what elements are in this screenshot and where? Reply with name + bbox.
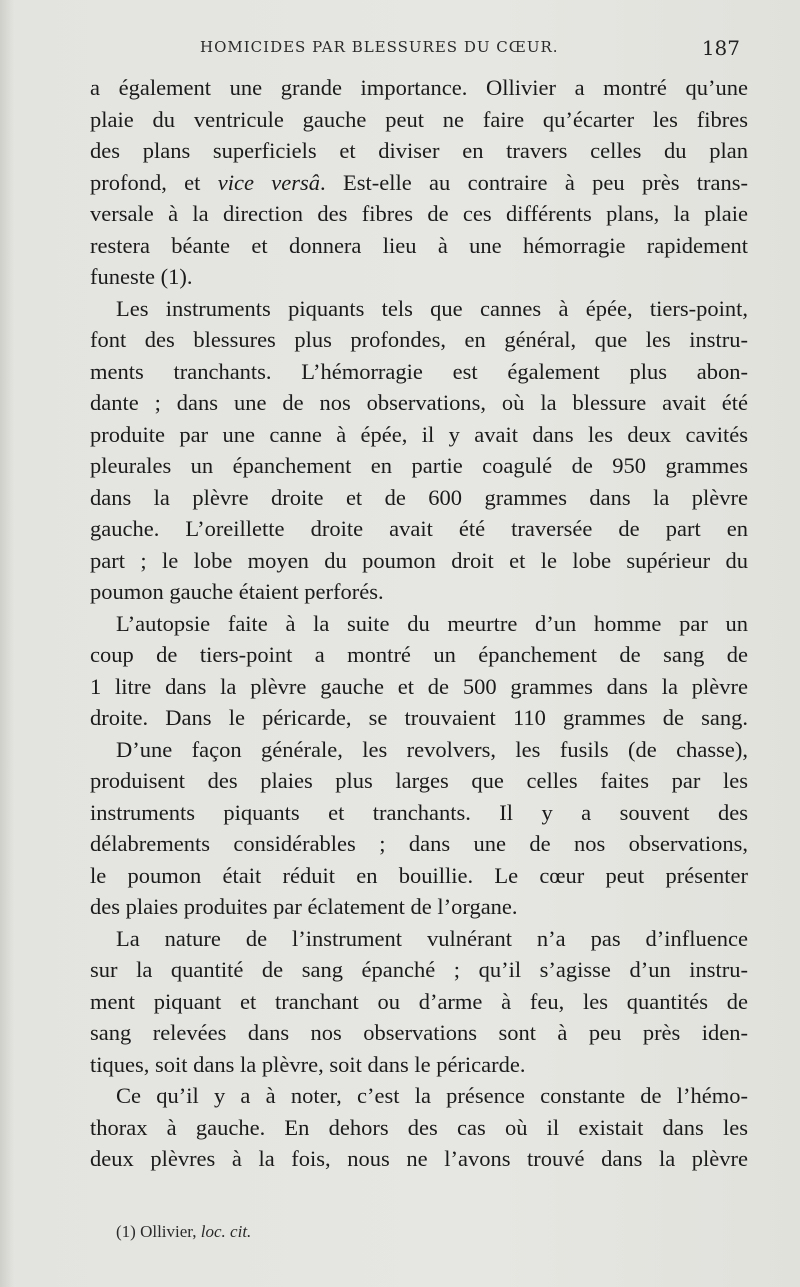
- text-line: Les instruments piquants tels que cannes à épée, tiers-point,: [116, 295, 748, 321]
- text-line: dans la plèvre droite et de 600 grammes dans la plèvre: [90, 484, 748, 510]
- text-line: gauche. L’oreillette droite avait été traversée de part en: [90, 516, 748, 541]
- italic-phrase: vice versâ: [217, 169, 321, 195]
- text-line: sur la quantité de sang épanché ; qu’il s’agisse d’un instru-: [90, 957, 748, 982]
- body-text: [90, 72, 748, 1175]
- text-line: pleurales un épanchement en partie coagulé de 950 grammes: [90, 453, 748, 478]
- text-line: ment piquant et tranchant ou d’arme à feu, les quantités de: [90, 988, 748, 1014]
- text-line: coup de tiers-point a montré un épanchement de sang de: [90, 642, 748, 667]
- footnote-citation: loc. cit.: [200, 1222, 252, 1241]
- text-line: D’une façon générale, les revolvers, les fusils (de chasse),: [116, 736, 748, 762]
- text-line: versale à la direction des fibres de ces différents plans, la plaie: [90, 201, 748, 226]
- text-line: instruments piquants et tranchants. Il y a souvent des: [90, 799, 748, 825]
- text-line: plaie du ventricule gauche peut ne faire qu’écarter les fibres: [90, 106, 748, 132]
- text-line: part ; le lobe moyen du poumon droit et le lobe supérieur du: [90, 547, 748, 573]
- text-segment: profond, et: [90, 169, 218, 195]
- text-line: le poumon était réduit en bouillie. Le cœur peut présenter: [90, 862, 748, 888]
- text-line: dante ; dans une de nos observations, où la blessure avait été: [90, 390, 748, 415]
- text-line: font des blessures plus profondes, en général, que les instru-: [90, 327, 748, 352]
- text-line: funeste (1).: [90, 264, 193, 289]
- text-line: restera béante et donnera lieu à une hémorragie rapidement: [90, 232, 748, 258]
- page-header: [200, 36, 740, 60]
- text-line: des plans superficiels et diviser en travers celles du plan: [90, 138, 748, 163]
- text-line: thorax à gauche. En dehors des cas où il existait dans les: [90, 1114, 748, 1140]
- text-line: poumon gauche étaient perforés.: [90, 579, 384, 604]
- page-number: 187: [701, 36, 740, 60]
- text-line: produisent des plaies plus larges que celles faites par les: [90, 768, 748, 793]
- text-line: sang relevées dans nos observations sont à peu près iden-: [90, 1020, 748, 1045]
- text-line: droite. Dans le péricarde, se trouvaient 110 grammes de sang.: [90, 705, 748, 730]
- text-line: Ce qu’il y a à noter, c’est la présence constante de l’hémo-: [116, 1083, 748, 1108]
- text-segment: . Est-elle au contraire à peu près trans-: [320, 169, 749, 195]
- text-line: produite par une canne à épée, il y avait dans les deux cavités: [90, 421, 748, 447]
- footnote: [116, 1222, 251, 1242]
- text-line: [90, 167, 748, 199]
- text-line: ments tranchants. L’hémorragie est également plus abon-: [90, 358, 748, 384]
- running-title: HOMICIDES PAR BLESSURES DU CŒUR.: [200, 38, 559, 56]
- footnote-text: (1) Ollivier,: [116, 1222, 201, 1241]
- text-line: deux plèvres à la fois, nous ne l’avons trouvé dans la plèvre: [90, 1146, 748, 1171]
- text-line: délabrements considérables ; dans une de nos observations,: [90, 831, 748, 856]
- text-line: a également une grande importance. Ollivier a montré qu’une: [90, 75, 748, 100]
- text-line: des plaies produites par éclatement de l’organe.: [90, 894, 518, 919]
- text-line: La nature de l’instrument vulnérant n’a pas d’influence: [116, 925, 748, 951]
- text-line: 1 litre dans la plèvre gauche et de 500 grammes dans la plèvre: [90, 673, 748, 699]
- text-line: L’autopsie faite à la suite du meurtre d’un homme par un: [116, 610, 748, 636]
- text-line: tiques, soit dans la plèvre, soit dans le péricarde.: [90, 1051, 526, 1077]
